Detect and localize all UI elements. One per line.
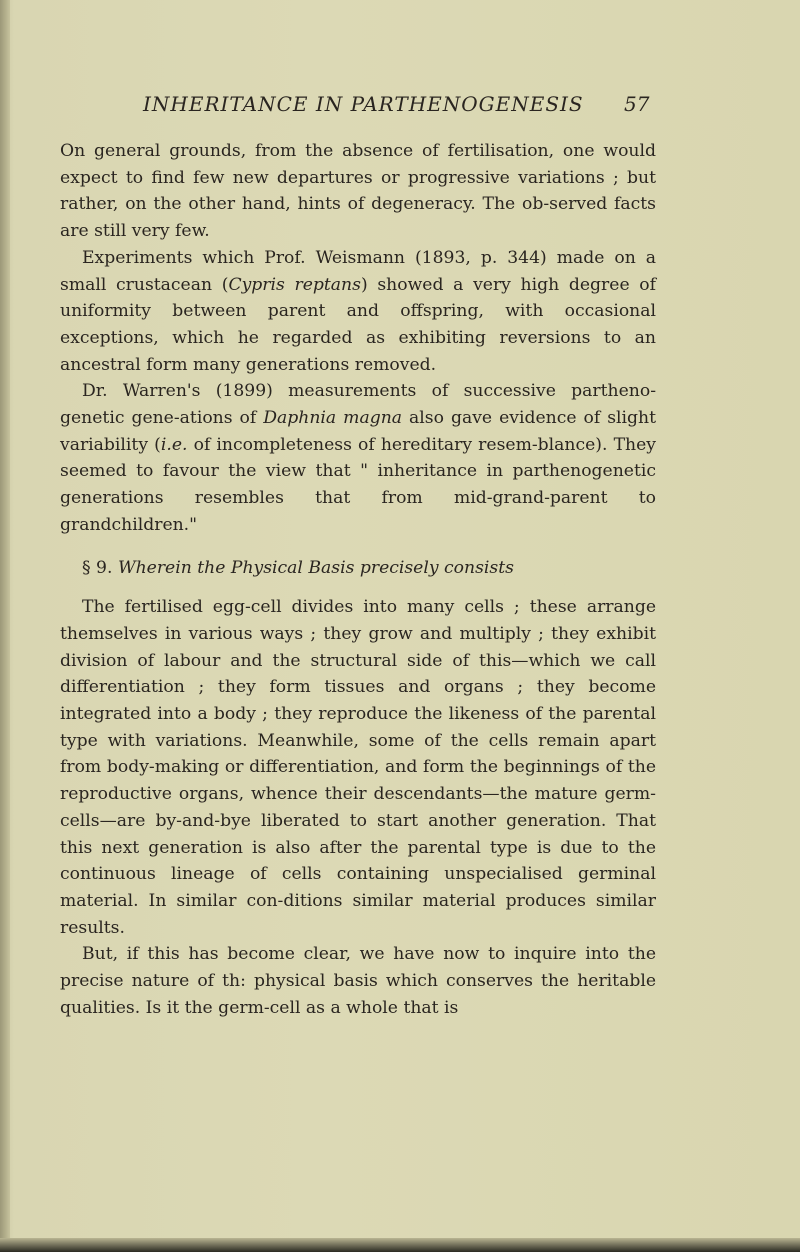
- paragraph-3-text-c: of incompleteness of hereditary resem-blance). They seemed to favour the view that " inheritance in parthenogenetic generations resembles that from mid-grand-parent to grandchildren.": [60, 434, 656, 535]
- paragraph-2-text-b: ) showed a very high degree of uniformity between parent and offspring, with occasional exceptions, which he regarded as exhibiting reversions to an ancestral form many generations removed.: [60, 274, 657, 375]
- paragraph-2-text-a: Experiments which Prof. Weismann (1893, p. 344) made on a small crustacean (: [60, 247, 656, 295]
- page-number: 57: [624, 92, 650, 116]
- species-cypris: Cypris reptans: [228, 274, 361, 295]
- section-title: Wherein the Physical Basis precisely consists: [117, 557, 514, 578]
- section-heading: [60, 555, 656, 582]
- species-daphnia: Daphnia magna: [263, 408, 403, 429]
- book-spine: [0, 0, 10, 1252]
- abbrev-ie: i.e.: [160, 434, 188, 455]
- paragraph-3-text-b: also gave evidence of slight variability (: [60, 408, 656, 455]
- paragraph-2: [60, 245, 656, 379]
- running-title: INHERITANCE IN PARTHENOGENESIS: [143, 92, 584, 116]
- page-bottom-edge: [0, 1238, 800, 1252]
- paragraph-3-text-a: Dr. Warren's (1899) measurements of successive partheno-genetic gene-ations of: [60, 381, 656, 429]
- paragraph-4: The fertilised egg-cell divides into many cells ; these arrange themselves in various ways ; they grow and multiply ; they exhibit division of labour and the structural side of this—which we call differentiation ; they form tissues and organs ; they become integrated into a body ; they reproduce the likeness of the parental type with variations. Meanwhile, some of the cells remain apart from body-making or differentiation, and form the beginnings of the reproductive organs, whence their descendants—the mature germ-cells—are by-and-bye liberated to start another generation. That this next generation is also after the parental type is due to the continuous lineage of cells containing unspecialised germinal material. In similar con-ditions similar material produces similar results.: [60, 597, 656, 938]
- paragraph-3: [60, 378, 656, 538]
- section-number: § 9.: [82, 557, 113, 578]
- paragraph-5: But, if this has become clear, we have now to inquire into the precise nature of th: physical basis which conserves the heritable qualities. Is it the germ-cell as a whole that is: [60, 944, 656, 1018]
- paragraph-1: On general grounds, from the absence of fertilisation, one would expect to find few new departures or progressive variations ; but rather, on the other hand, hints of degeneracy. The ob-served facts are still very few.: [60, 141, 656, 242]
- body-text: [60, 138, 656, 1022]
